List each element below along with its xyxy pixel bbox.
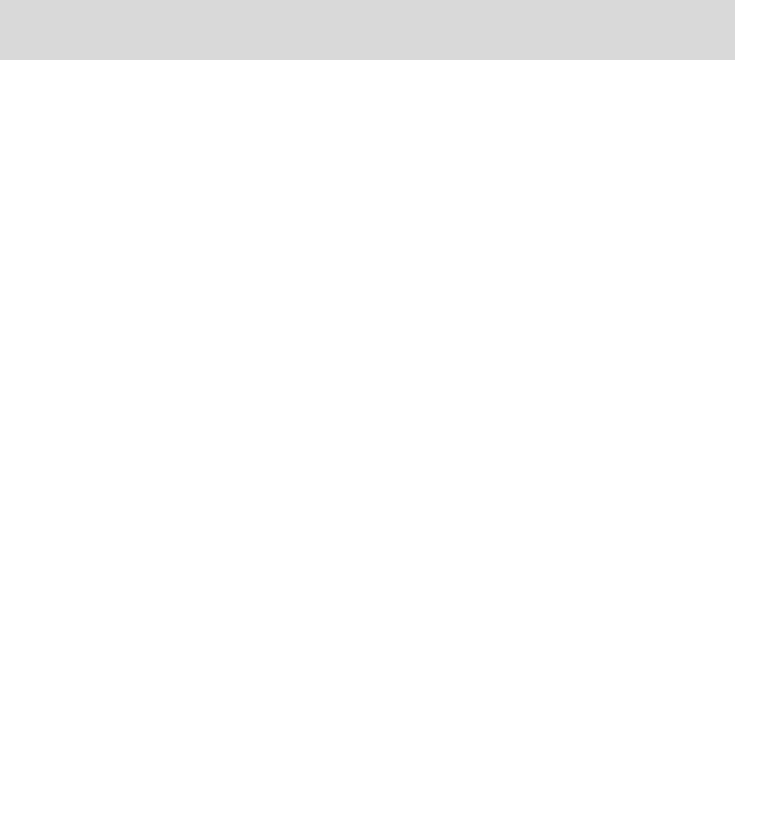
title-bar xyxy=(0,0,735,60)
